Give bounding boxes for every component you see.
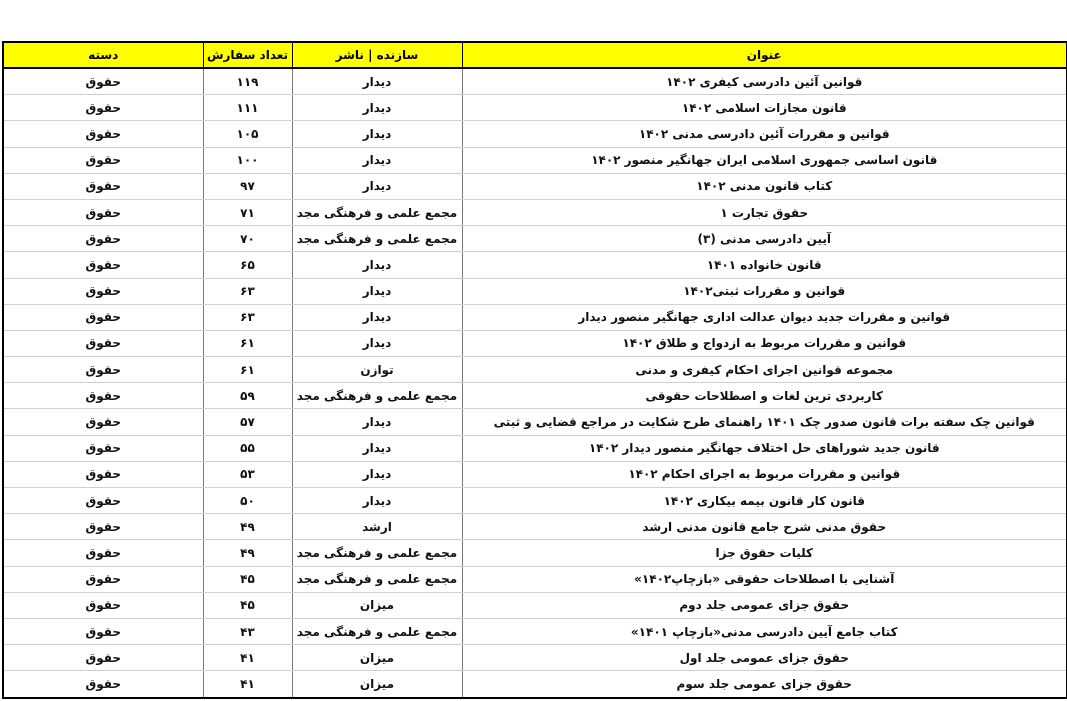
table-row — [3, 592, 1067, 618]
cell-title: حقوق تجارت ۱ — [462, 199, 1067, 225]
cell-order-count: ۱۰۰ — [203, 147, 292, 173]
cell-publisher: دیدار — [292, 488, 462, 514]
table-row — [3, 147, 1067, 173]
cell-category: حقوق — [3, 671, 203, 698]
cell-order-count: ۷۱ — [203, 199, 292, 225]
cell-order-count: ۵۳ — [203, 461, 292, 487]
table-row — [3, 357, 1067, 383]
cell-title: قوانین و مقررات مربوط به ازدواج و طلاق ۱۴۰۲ — [462, 330, 1067, 356]
cell-category: حقوق — [3, 488, 203, 514]
table-row — [3, 435, 1067, 461]
cell-publisher: دیدار — [292, 68, 462, 95]
header-title: عنوان — [462, 42, 1067, 68]
cell-publisher: دیدار — [292, 121, 462, 147]
cell-category: حقوق — [3, 592, 203, 618]
cell-order-count: ۱۱۱ — [203, 95, 292, 121]
cell-category: حقوق — [3, 409, 203, 435]
cell-publisher: دیدار — [292, 95, 462, 121]
cell-title: آشنایی با اصطلاحات حقوقی «بازچاپ۱۴۰۲» — [462, 566, 1067, 592]
header-category: دسته — [3, 42, 203, 68]
cell-publisher: مجمع علمی و فرهنگی مجد — [292, 226, 462, 252]
cell-category: حقوق — [3, 199, 203, 225]
cell-title: حقوق جزای عمومی جلد سوم — [462, 671, 1067, 698]
cell-category: حقوق — [3, 383, 203, 409]
cell-publisher: مجمع علمی و فرهنگی مجد — [292, 540, 462, 566]
table-row — [3, 304, 1067, 330]
cell-publisher: توازن — [292, 357, 462, 383]
cell-publisher: میزان — [292, 592, 462, 618]
cell-order-count: ۶۱ — [203, 330, 292, 356]
cell-category: حقوق — [3, 461, 203, 487]
cell-category: حقوق — [3, 330, 203, 356]
table-row — [3, 566, 1067, 592]
cell-publisher: مجمع علمی و فرهنگی مجد — [292, 618, 462, 644]
cell-title: کتاب قانون مدنی ۱۴۰۲ — [462, 173, 1067, 199]
cell-category: حقوق — [3, 566, 203, 592]
cell-category: حقوق — [3, 304, 203, 330]
cell-publisher: دیدار — [292, 278, 462, 304]
table-row — [3, 514, 1067, 540]
table-row — [3, 618, 1067, 644]
cell-order-count: ۱۰۵ — [203, 121, 292, 147]
cell-category: حقوق — [3, 147, 203, 173]
table-row — [3, 199, 1067, 225]
cell-title: قانون کار قانون بیمه بیکاری ۱۴۰۲ — [462, 488, 1067, 514]
table-row — [3, 540, 1067, 566]
cell-title: مجموعه قوانین اجرای احکام کیفری و مدنی — [462, 357, 1067, 383]
cell-category: حقوق — [3, 540, 203, 566]
cell-publisher: میزان — [292, 645, 462, 671]
cell-category: حقوق — [3, 68, 203, 95]
header-order-count: تعداد سفارش — [203, 42, 292, 68]
table-row — [3, 671, 1067, 698]
cell-order-count: ۵۹ — [203, 383, 292, 409]
cell-category: حقوق — [3, 173, 203, 199]
cell-publisher: مجمع علمی و فرهنگی مجد — [292, 566, 462, 592]
table-row — [3, 121, 1067, 147]
table-row — [3, 330, 1067, 356]
cell-order-count: ۴۱ — [203, 645, 292, 671]
table-row — [3, 173, 1067, 199]
cell-order-count: ۶۳ — [203, 278, 292, 304]
cell-order-count: ۴۹ — [203, 540, 292, 566]
cell-title: قوانین چک سفته برات قانون صدور چک ۱۴۰۱ راهنمای طرح شکایت در مراجع قضایی و ثبتی — [462, 409, 1067, 435]
cell-category: حقوق — [3, 95, 203, 121]
cell-publisher: دیدار — [292, 147, 462, 173]
cell-title: حقوق جزای عمومی جلد اول — [462, 645, 1067, 671]
cell-publisher: دیدار — [292, 252, 462, 278]
cell-category: حقوق — [3, 121, 203, 147]
book-orders-table — [2, 41, 1067, 699]
table-row — [3, 68, 1067, 95]
cell-title: حقوق مدنی شرح جامع قانون مدنی ارشد — [462, 514, 1067, 540]
cell-order-count: ۱۱۹ — [203, 68, 292, 95]
cell-order-count: ۵۵ — [203, 435, 292, 461]
cell-publisher: دیدار — [292, 173, 462, 199]
cell-publisher: مجمع علمی و فرهنگی مجد — [292, 199, 462, 225]
table-row — [3, 645, 1067, 671]
cell-category: حقوق — [3, 435, 203, 461]
cell-category: حقوق — [3, 278, 203, 304]
cell-title: قانون خانواده ۱۴۰۱ — [462, 252, 1067, 278]
cell-title: قوانین و مقررات جدید دیوان عدالت اداری جهانگیر منصور دیدار — [462, 304, 1067, 330]
table-row — [3, 226, 1067, 252]
cell-category: حقوق — [3, 226, 203, 252]
cell-publisher: مجمع علمی و فرهنگی مجد — [292, 383, 462, 409]
cell-publisher: دیدار — [292, 461, 462, 487]
cell-publisher: دیدار — [292, 330, 462, 356]
cell-order-count: ۵۰ — [203, 488, 292, 514]
cell-publisher: میزان — [292, 671, 462, 698]
cell-title: قوانین آئین دادرسی کیفری ۱۴۰۲ — [462, 68, 1067, 95]
cell-publisher: دیدار — [292, 304, 462, 330]
cell-order-count: ۹۷ — [203, 173, 292, 199]
cell-category: حقوق — [3, 618, 203, 644]
cell-order-count: ۷۰ — [203, 226, 292, 252]
cell-order-count: ۶۳ — [203, 304, 292, 330]
cell-title: کلیات حقوق جزا — [462, 540, 1067, 566]
header-row — [3, 42, 1067, 68]
cell-title: قوانین و مقررات ثبتی۱۴۰۲ — [462, 278, 1067, 304]
cell-category: حقوق — [3, 252, 203, 278]
cell-title: قانون جدید شوراهای حل اختلاف جهانگیر منصور دیدار ۱۴۰۲ — [462, 435, 1067, 461]
table-row — [3, 252, 1067, 278]
cell-order-count: ۴۱ — [203, 671, 292, 698]
cell-title: کاربردی ترین لغات و اصطلاحات حقوقی — [462, 383, 1067, 409]
table-row — [3, 95, 1067, 121]
cell-order-count: ۵۷ — [203, 409, 292, 435]
cell-title: آیین دادرسی مدنی (۳) — [462, 226, 1067, 252]
cell-publisher: دیدار — [292, 435, 462, 461]
table-row — [3, 461, 1067, 487]
cell-publisher: دیدار — [292, 409, 462, 435]
cell-order-count: ۴۵ — [203, 592, 292, 618]
cell-publisher: ارشد — [292, 514, 462, 540]
cell-title: قوانین و مقررات مربوط به اجرای احکام ۱۴۰۲ — [462, 461, 1067, 487]
cell-title: حقوق جزای عمومی جلد دوم — [462, 592, 1067, 618]
cell-order-count: ۴۳ — [203, 618, 292, 644]
cell-title: قانون اساسی جمهوری اسلامی ایران جهانگیر منصور ۱۴۰۲ — [462, 147, 1067, 173]
table-row — [3, 409, 1067, 435]
cell-category: حقوق — [3, 357, 203, 383]
table-row — [3, 278, 1067, 304]
cell-category: حقوق — [3, 514, 203, 540]
cell-order-count: ۴۵ — [203, 566, 292, 592]
cell-order-count: ۶۵ — [203, 252, 292, 278]
table-row — [3, 488, 1067, 514]
cell-category: حقوق — [3, 645, 203, 671]
cell-order-count: ۴۹ — [203, 514, 292, 540]
table-row — [3, 383, 1067, 409]
cell-title: قوانین و مقررات آئین دادرسی مدنی ۱۴۰۲ — [462, 121, 1067, 147]
cell-order-count: ۶۱ — [203, 357, 292, 383]
cell-title: قانون مجازات اسلامی ۱۴۰۲ — [462, 95, 1067, 121]
header-publisher: سازنده | ناشر — [292, 42, 462, 68]
orders-sheet — [2, 41, 1066, 699]
cell-title: کتاب جامع آیین دادرسی مدنی«بازچاپ ۱۴۰۱» — [462, 618, 1067, 644]
